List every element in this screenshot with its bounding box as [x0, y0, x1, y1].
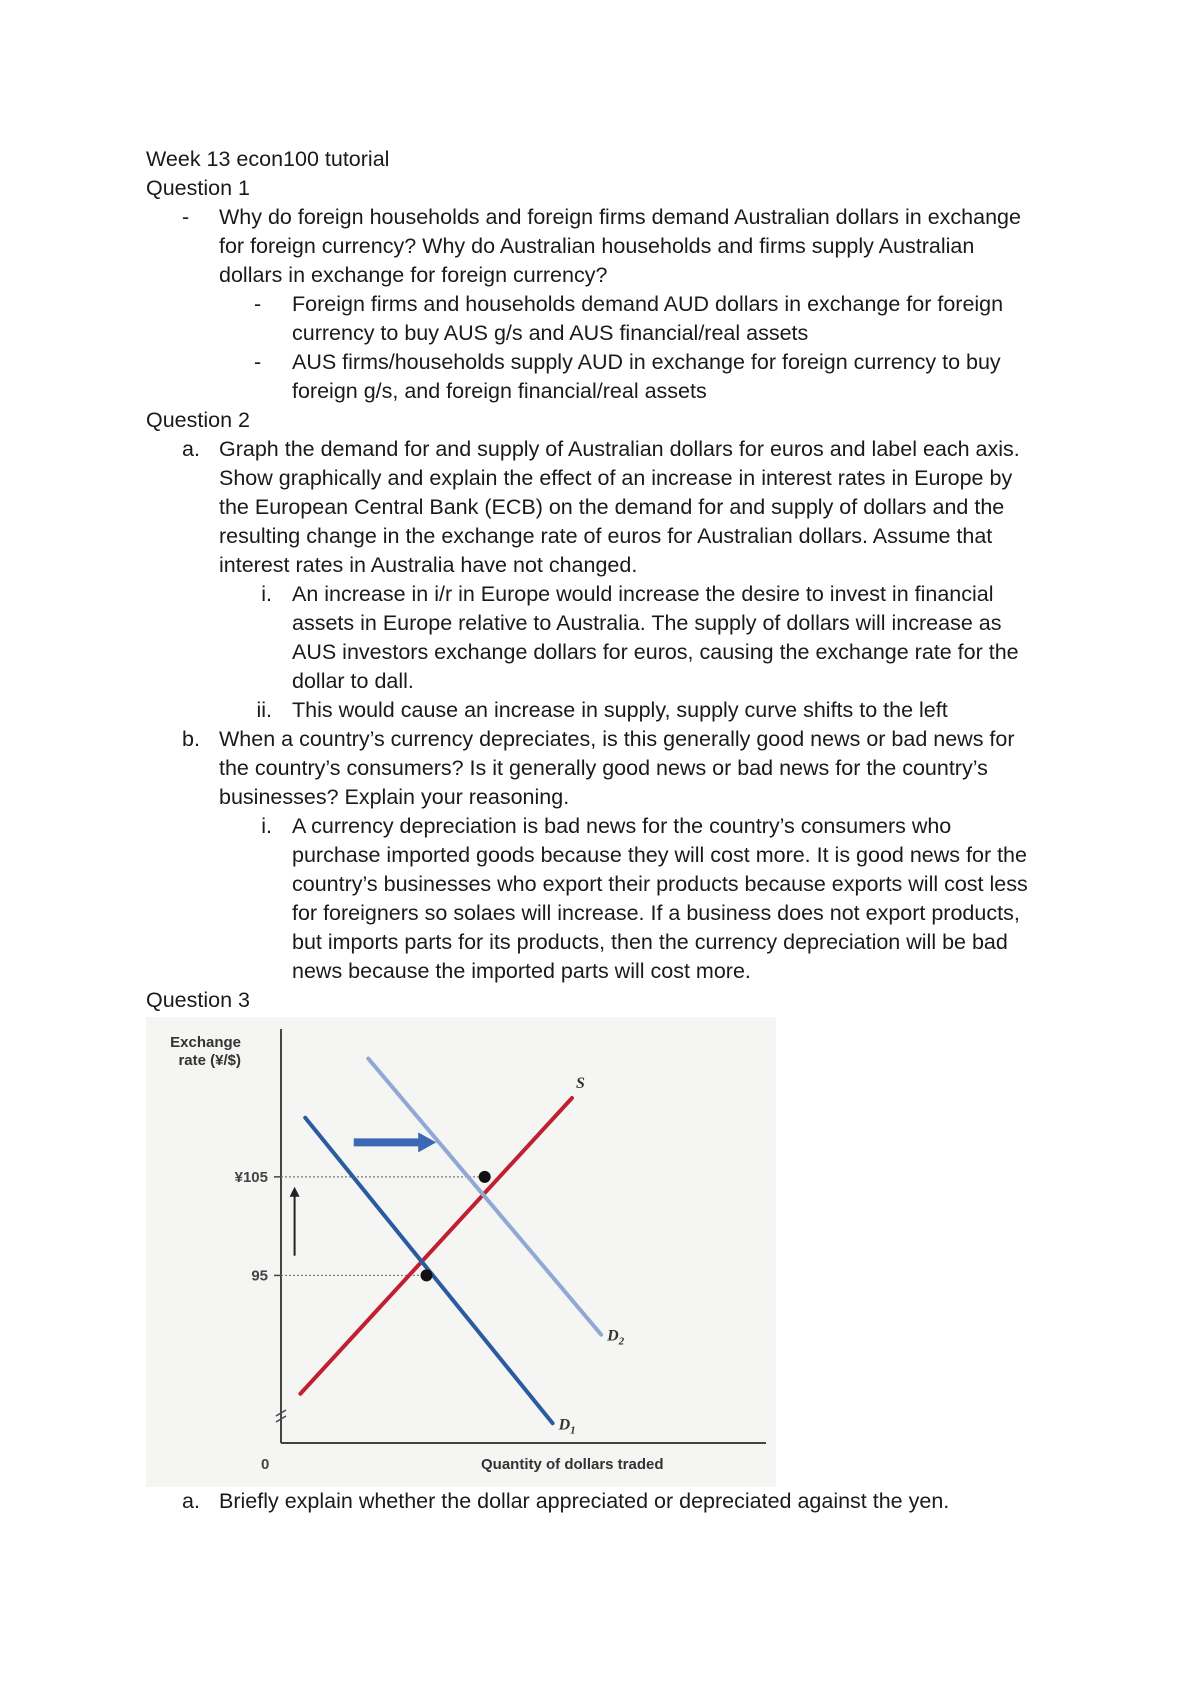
- list-marker: i.: [261, 582, 272, 606]
- q2a-i-line: dollar to dall.: [292, 669, 414, 693]
- q1-question-line: Why do foreign households and foreign firms demand Australian dollars in exchange: [219, 205, 1021, 229]
- list-marker: a.: [182, 1489, 200, 1513]
- question-3-heading: Question 3: [146, 988, 250, 1012]
- y-axis-label-line1: Exchange: [170, 1034, 241, 1051]
- q1-question-line: for foreign currency? Why do Australian households and firms supply Australian: [219, 234, 975, 258]
- q2b-i-line: for foreigners so solaes will increase. If a business does not export products,: [292, 901, 1020, 925]
- list-marker: a.: [182, 437, 200, 461]
- dash-bullet: -: [254, 350, 262, 374]
- dash-bullet: -: [254, 292, 262, 316]
- series-label-subscript: 2: [618, 1335, 625, 1348]
- q3-part-a: [146, 1487, 1076, 1516]
- q1-question-line: dollars in exchange for foreign currency?: [219, 263, 608, 287]
- q2a-line: Show graphically and explain the effect of an increase in interest rates in Europe by: [219, 466, 1013, 490]
- x-axis-label: Quantity of dollars traded: [481, 1456, 664, 1473]
- chart-svg: [146, 1017, 776, 1487]
- q2a-i-line: assets in Europe relative to Australia. The supply of dollars will increase as: [292, 611, 1002, 635]
- equilibrium-point: [479, 1171, 491, 1183]
- q2b-i-line: country’s businesses who export their products because exports will cost less: [292, 872, 1028, 896]
- y-axis-label-line2: rate (¥/$): [178, 1052, 241, 1069]
- document-title: Week 13 econ100 tutorial: [146, 147, 390, 171]
- q2a-i-line: AUS investors exchange dollars for euros, causing the exchange rate for the: [292, 640, 1019, 664]
- chart-background: [146, 1017, 776, 1487]
- question-1-heading: Question 1: [146, 176, 250, 200]
- q2b-i-line: but imports parts for its products, then the currency depreciation will be bad: [292, 930, 1008, 954]
- series-label-name: S: [576, 1075, 585, 1092]
- q1-answer-line: foreign g/s, and foreign financial/real assets: [292, 379, 707, 403]
- q2a-line: Graph the demand for and supply of Australian dollars for euros and label each axis.: [219, 437, 1020, 461]
- q2a-line: resulting change in the exchange rate of euros for Australian dollars. Assume that: [219, 524, 993, 548]
- q1-question-item: [146, 203, 1076, 290]
- q3a-line: Briefly explain whether the dollar appreciated or depreciated against the yen.: [219, 1489, 950, 1513]
- q1-answer-item: [146, 348, 1076, 406]
- q2b-i-line: A currency depreciation is bad news for the country’s consumers who: [292, 814, 952, 838]
- series-label-subscript: 1: [570, 1424, 576, 1437]
- q2a-line: interest rates in Australia have not changed.: [219, 553, 638, 577]
- exchange-rate-chart: [146, 1017, 776, 1487]
- q1-answer-item: [146, 290, 1076, 348]
- series-label-name: D: [558, 1416, 571, 1434]
- q2b-line: businesses? Explain your reasoning.: [219, 785, 570, 809]
- q2-part-b: [146, 725, 1076, 812]
- q2b-line: the country’s consumers? Is it generally good news or bad news for the country’s: [219, 756, 988, 780]
- dash-bullet: -: [182, 205, 190, 229]
- q2b-i-line: news because the imported parts will cost more.: [292, 959, 751, 983]
- q1-answer-line: currency to buy AUS g/s and AUS financial/real assets: [292, 321, 809, 345]
- q2a-answer-i: [146, 580, 1076, 696]
- list-marker: i.: [261, 814, 272, 838]
- q2b-line: When a country’s currency depreciates, is this generally good news or bad news for: [219, 727, 1015, 751]
- series-label-s: [576, 1075, 585, 1092]
- y-tick-label: ¥105: [234, 1168, 268, 1186]
- equilibrium-point: [421, 1269, 433, 1281]
- question-2-heading: Question 2: [146, 408, 250, 432]
- q1-answer-line: Foreign firms and households demand AUD dollars in exchange for foreign: [292, 292, 1004, 316]
- q2a-i-line: An increase in i/r in Europe would increase the desire to invest in financial: [292, 582, 994, 606]
- list-marker: ii.: [256, 698, 272, 722]
- y-tick-label: 95: [251, 1267, 268, 1285]
- q2-part-a: [146, 435, 1076, 580]
- series-label-name: D: [607, 1327, 619, 1345]
- q1-answer-line: AUS firms/households supply AUD in exchange for foreign currency to buy: [292, 350, 1001, 374]
- list-marker: b.: [182, 727, 200, 751]
- q2a-line: the European Central Bank (ECB) on the demand for and supply of dollars and the: [219, 495, 1005, 519]
- q2a-answer-ii: [146, 696, 1076, 725]
- q2a-ii-line: This would cause an increase in supply, supply curve shifts to the left: [292, 698, 948, 722]
- q2b-i-line: purchase imported goods because they will cost more. It is good news for the: [292, 843, 1027, 867]
- q2b-answer-i: [146, 812, 1076, 986]
- document-page: [146, 145, 1076, 1516]
- origin-label: 0: [261, 1456, 270, 1473]
